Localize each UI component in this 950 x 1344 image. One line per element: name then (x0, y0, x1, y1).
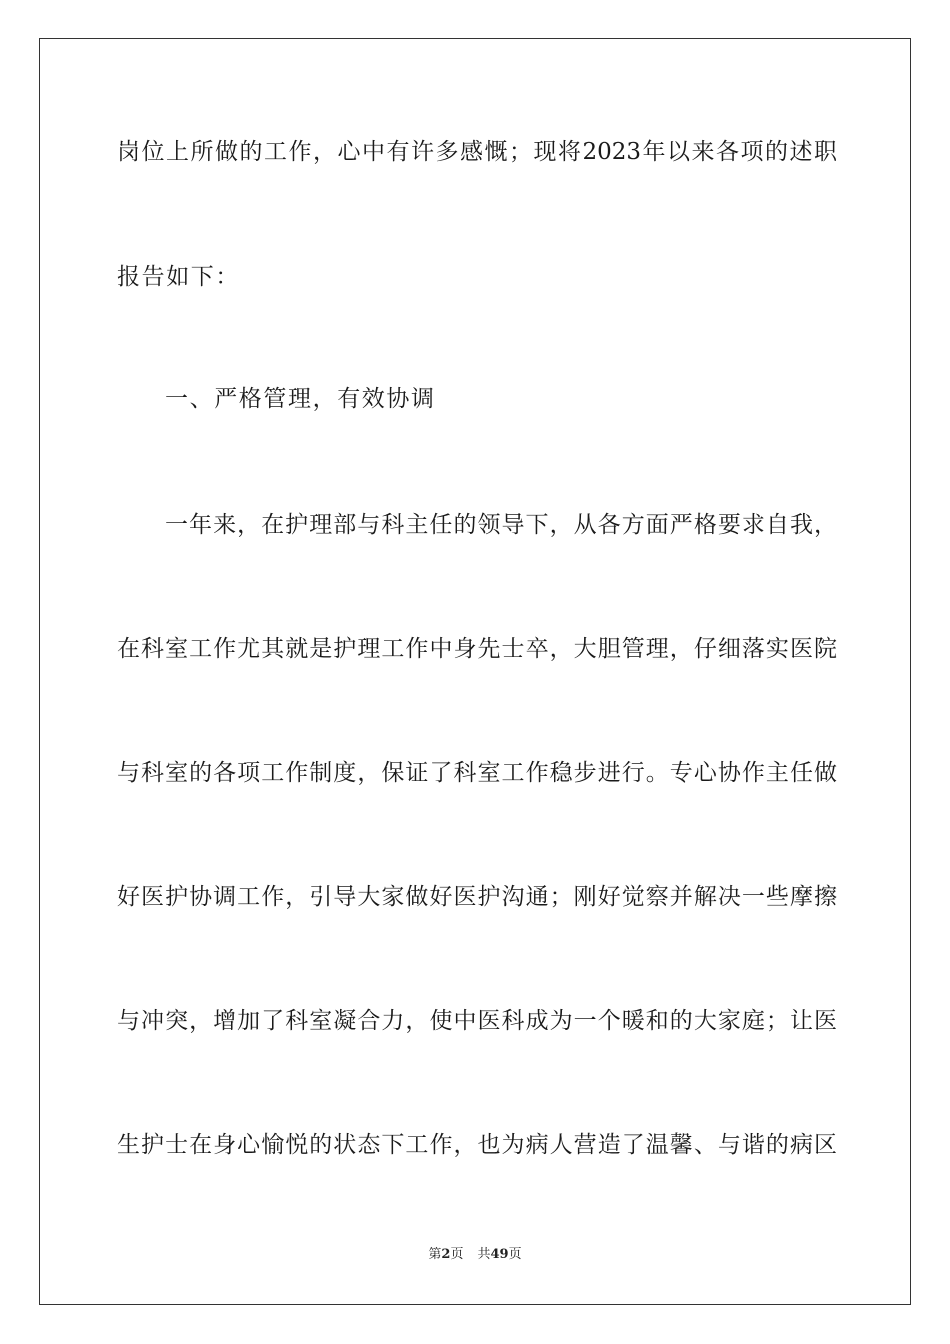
paragraph-line: 报告如下： (117, 264, 240, 290)
paragraph-line: 在科室工作尤其就是护理工作中身先士卒，大胆管理，仔细落实医院 (117, 636, 837, 662)
paragraph-line: 与冲突，增加了科室凝合力，使中医科成为一个暖和的大家庭；让医 (117, 1008, 837, 1034)
page-suffix: 页 (450, 1247, 464, 1262)
total-suffix: 页 (508, 1247, 522, 1262)
paragraph-line: 好医护协调工作，引导大家做好医护沟通；刚好觉察并解决一些摩擦 (117, 884, 837, 910)
total-prefix: 共 (477, 1247, 491, 1262)
page-border (39, 38, 911, 1305)
page-prefix: 第 (428, 1247, 442, 1262)
total-pages: 49 (490, 1247, 509, 1262)
paragraph-line: 一年来，在护理部与科主任的领导下，从各方面严格要求自我， (165, 512, 837, 538)
paragraph-line: 岗位上所做的工作，心中有许多感慨；现将2023年以来各项的述职 (117, 139, 837, 165)
section-heading: 一、严格管理，有效协调 (165, 386, 436, 412)
paragraph-line: 与科室的各项工作制度，保证了科室工作稳步进行。专心协作主任做 (117, 760, 837, 786)
page-footer (0, 1246, 950, 1264)
paragraph-line: 生护士在身心愉悦的状态下工作，也为病人营造了温馨、与谐的病区 (117, 1132, 837, 1158)
page-number: 2 (441, 1247, 451, 1262)
